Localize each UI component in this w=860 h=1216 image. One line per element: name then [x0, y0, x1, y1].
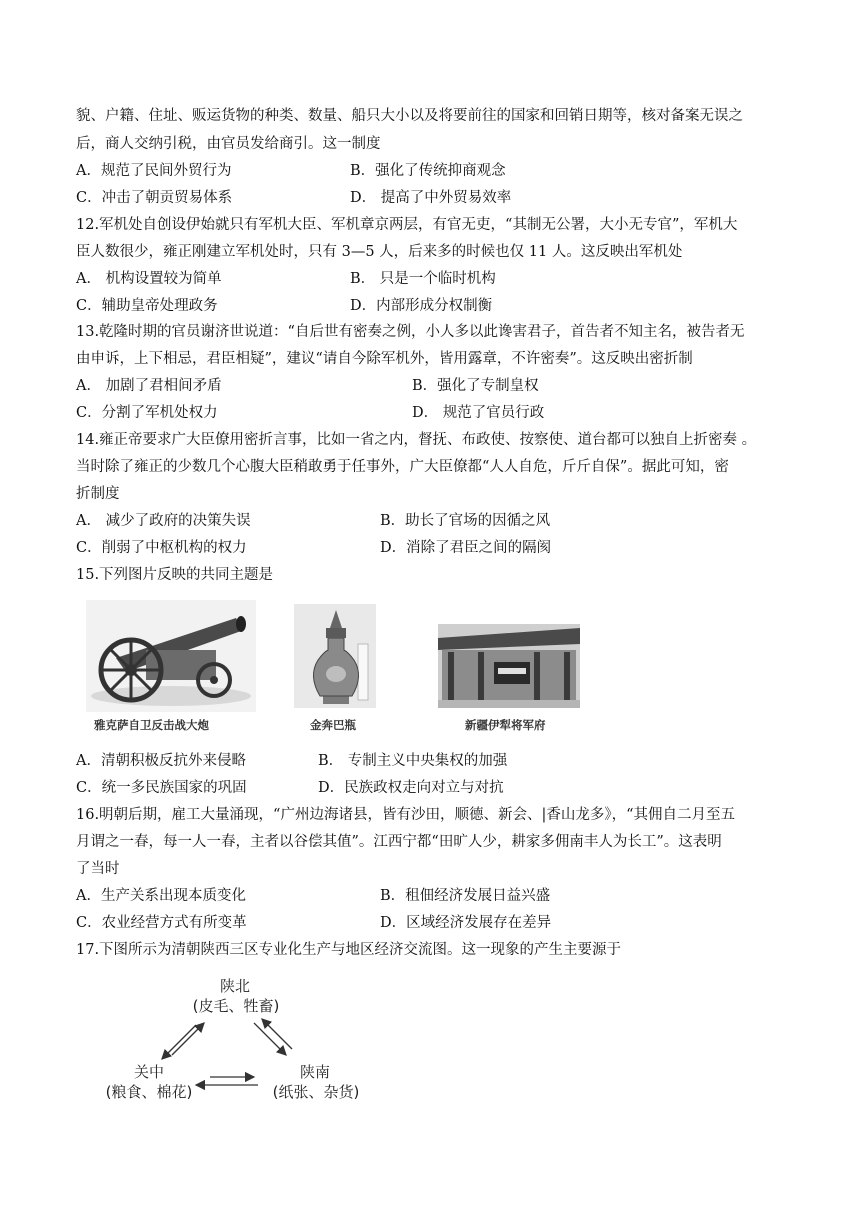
q14-stem-line1: 14.雍正帝要求广大臣僚用密折言事，比如一省之内，督抚、布政使、按察使、道台都可以独自上折密奏 。: [76, 432, 757, 448]
node-south-name: 陕南: [299, 1063, 330, 1081]
q15-stem: 15.下列图片反映的共同主题是: [76, 567, 274, 583]
q16-option-a: A．生产关系出现本质变化: [76, 888, 246, 904]
q16-stem-line2: 月谓之一春，每一人一春，主者以谷偿其值”。江西宁都“田旷人少，耕家多佣南丰人为长工”。这表明: [76, 834, 722, 850]
q14-stem-line3: 折制度: [76, 486, 120, 502]
caption-cannon: 雅克萨自卫反击战大炮: [94, 718, 209, 732]
caption-ili-mansion: 新疆伊犁将军府: [465, 718, 546, 732]
q14-stem-line2: 当时除了雍正的少数几个心腹大臣稍敢勇于任事外，广大臣僚都“人人自危，斤斤自保”。据此可知，密: [76, 459, 729, 475]
golden-urn-image: [294, 604, 376, 708]
node-south-goods: (纸张、杂货): [272, 1083, 360, 1101]
node-center-goods: (粮食、棉花): [105, 1083, 193, 1101]
q11-option-a: A．规范了民间外贸行为: [76, 163, 232, 179]
q12-option-b: B． 只是一个临时机构: [350, 271, 496, 287]
q12-option-c: C．辅助皇帝处理政务: [76, 298, 218, 314]
q11-option-c: C．冲击了朝贡贸易体系: [76, 190, 233, 206]
q16-stem-line3: 了当时: [76, 861, 120, 877]
q14-option-c: C．削弱了中枢机构的权力: [76, 540, 247, 556]
cannon-illustration: [86, 600, 256, 712]
ili-mansion-image: [438, 624, 580, 708]
q13-option-c: C．分割了军机处权力: [76, 405, 218, 421]
caption-golden-urn: 金奔巴瓶: [310, 718, 356, 732]
q12-option-a: A． 机构设置较为简单: [76, 271, 222, 287]
node-north-goods: (皮毛、牲畜): [192, 997, 280, 1015]
q17-stem: 17.下图所示为清朝陕西三区专业化生产与地区经济交流图。这一现象的产生主要源于: [76, 942, 622, 958]
q16-stem-line1: 16.明朝后期，雇工大量涌现，“广州边海诸县，皆有沙田，顺德、新会、|香山龙多》，“其佣自二月至五: [76, 807, 736, 823]
q14-option-a: A． 减少了政府的决策失误: [76, 513, 251, 529]
q12-option-d: D．内部形成分权制衡: [350, 298, 493, 314]
q12-stem-line1: 12.军机处自创设伊始就只有军机大臣、军机章京两层，有官无吏，“其制无公署，大小无专官”，军机大: [76, 217, 738, 233]
mansion-illustration: [438, 624, 580, 708]
cannon-image: [86, 600, 256, 712]
shaanxi-exchange-diagram: [86, 975, 376, 1110]
q11-stem-line2: 后，商人交纳引税，由官员发给商引。这一制度: [76, 136, 381, 152]
q15-option-a: A．清朝积极反抗外来侵略: [76, 753, 246, 769]
q11-option-d: D． 提高了中外贸易效率: [350, 190, 512, 206]
q15-option-d: D．民族政权走向对立与对抗: [318, 780, 504, 796]
q13-stem-line2: 由申诉，上下相忌，君臣相疑”，建议“请自今除军机外，皆用露章，不许密奏”。这反映出密折制: [76, 351, 693, 367]
q15-option-b: B． 专制主义中央集权的加强: [318, 753, 508, 769]
q15-option-c: C．统一多民族国家的巩固: [76, 780, 247, 796]
q11-option-b: B．强化了传统抑商观念: [350, 163, 506, 179]
q13-option-b: B．强化了专制皇权: [412, 378, 539, 394]
node-center-name: 关中: [133, 1063, 164, 1081]
q16-option-d: D．区域经济发展存在差异: [380, 915, 552, 931]
q14-option-b: B．助长了官场的因循之风: [380, 513, 551, 529]
q11-stem-line1: 貌、户籍、住址、贩运货物的种类、数量、船只大小以及将要前往的国家和回销日期等，核对备案无误之: [76, 108, 743, 124]
urn-illustration: [294, 604, 376, 708]
q14-option-d: D．消除了君臣之间的隔阂: [380, 540, 552, 556]
q16-option-c: C．农业经营方式有所变革: [76, 915, 247, 931]
q13-option-a: A． 加剧了君相间矛盾: [76, 378, 222, 394]
q13-stem-line1: 13.乾隆时期的官员谢济世说道：“自后世有密奏之例，小人多以此谗害君子，首告者不知主名，被告者无: [76, 324, 745, 340]
q13-option-d: D． 规范了官员行政: [412, 405, 545, 421]
q16-option-b: B．租佃经济发展日益兴盛: [380, 888, 551, 904]
node-north-name: 陕北: [219, 977, 250, 995]
q12-stem-line2: 臣人数很少，雍正刚建立军机处时，只有 3—5 人，后来多的时候也仅 11 人。这反映出军机处: [76, 244, 683, 260]
